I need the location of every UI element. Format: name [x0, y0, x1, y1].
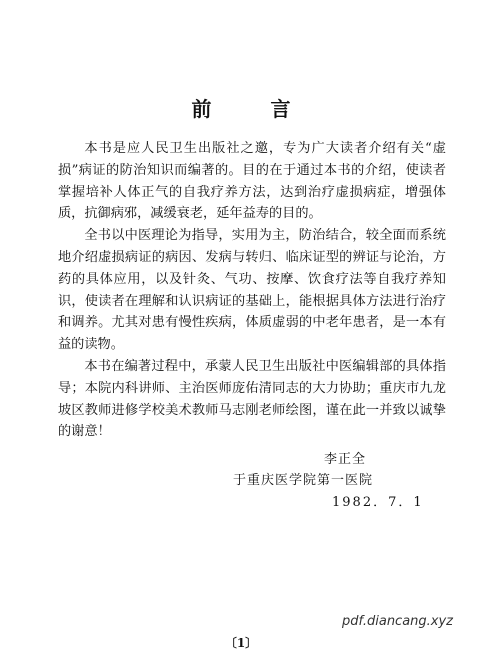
watermark-text: pdf.diancang.xyz — [342, 614, 454, 629]
signature-organization: 于重庆医学院第一医院 — [233, 473, 374, 488]
paragraph-3: 本书在编著过程中，承蒙人民卫生出版社中医编辑部的具体指导；本院内科讲师、主治医师庞佑清同志的大力协助；重庆市九龙坡区教师进修学校美术教师马志刚老师绘图，谨在此一并致以诚挚的谢意！ — [58, 358, 446, 440]
paragraph-1: 本书是应人民卫生出版社之邀，专为广大读者介绍有关“虚损”病证的防治知识而编著的。目的在于通过本书的介绍，使读者掌握培补人体正气的自我疗养方法，达到治疗虚损病症，增强体质，抗御病邪，减缓衰老，延年益寿的目的。 — [58, 141, 446, 222]
preface-body — [58, 138, 446, 443]
page-title: 前 言 — [191, 97, 317, 121]
page-number: 〔1〕 — [224, 636, 258, 650]
signature-author: 李正全 — [324, 452, 367, 467]
signature-date: 1982．7．1 — [332, 495, 424, 510]
paragraph-2: 全书以中医理论为指导，实用为主，防治结合，较全面而系统地介绍虚损病证的病因、发病与转归、临床证型的辨证与论治，方药的具体应用，以及针灸、气功、按摩、饮食疗法等自我疗养知识，使读者在理解和认识病证的基础上，能根据具体方法进行治疗和调养。尤其对患有慢性疾病，体质虚弱的中老年患者，是一本有益的读物。 — [58, 228, 446, 353]
